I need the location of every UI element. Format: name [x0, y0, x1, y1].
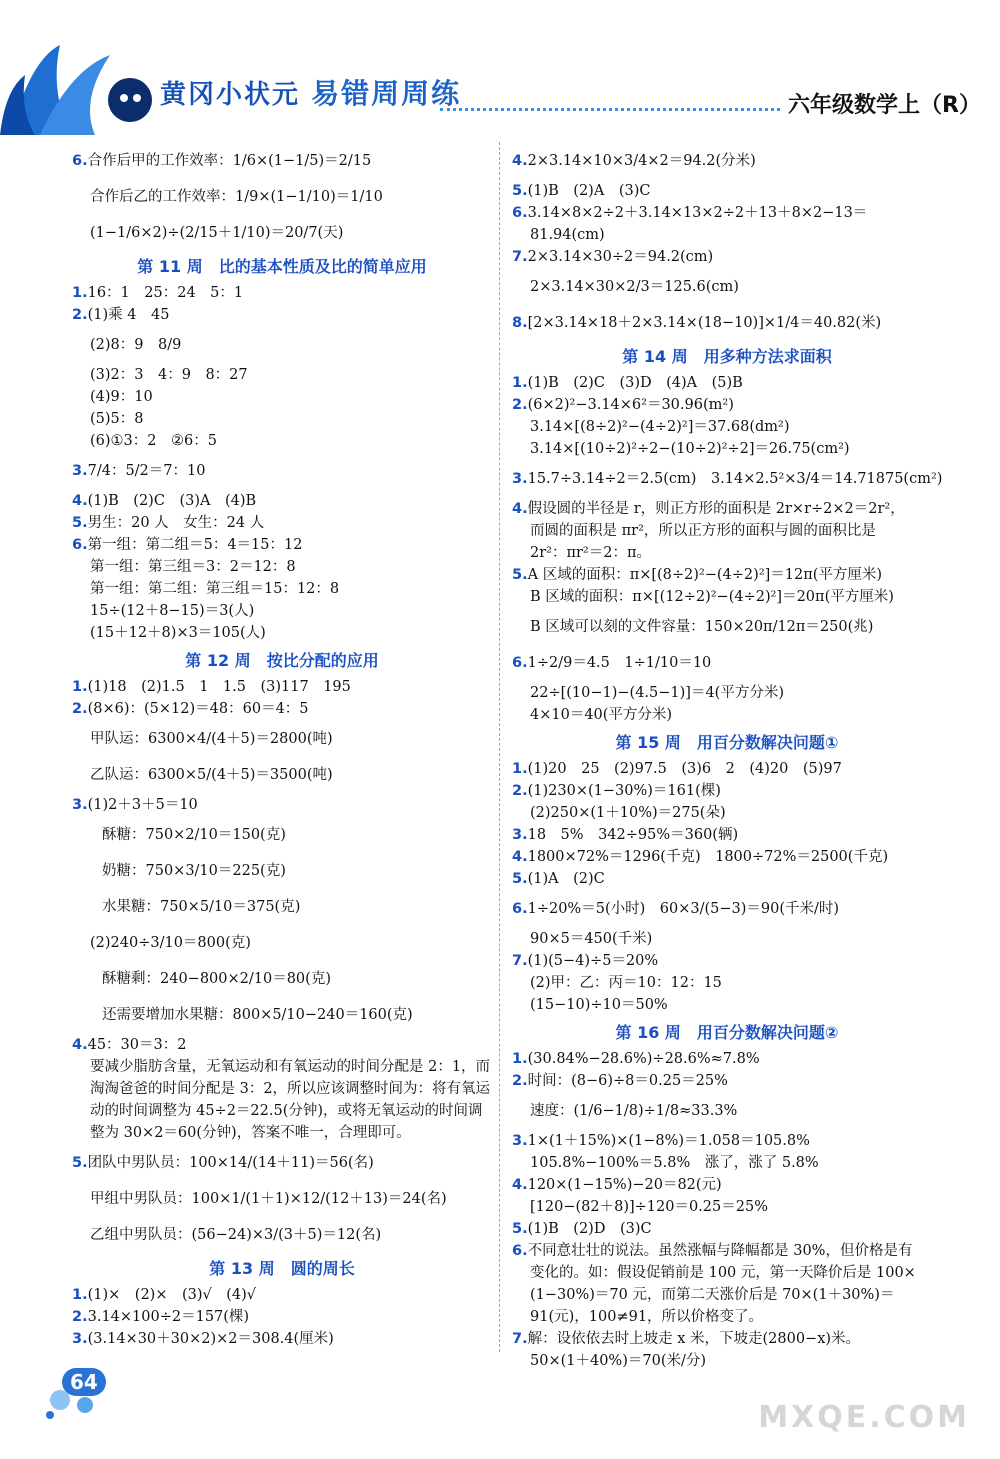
page-number: 64 — [62, 1368, 106, 1396]
answer-text: 奶糖：750×3/10＝225(克) — [102, 863, 286, 879]
answer-line — [72, 512, 492, 534]
answer-text: (2)甲：乙：丙＝10：12：15 — [530, 975, 722, 991]
answer-text: (1)2＋3＋5＝10 — [87, 797, 198, 813]
question-number: 6. — [512, 1243, 528, 1259]
question-number: 5. — [512, 567, 528, 583]
answer-text: 动的时间调整为 45÷2＝22.5(分钟)，或将无氧运动的时间调 — [90, 1103, 483, 1119]
answer-line — [512, 202, 942, 224]
answer-text: (1)(5−4)÷5＝20% — [527, 953, 659, 969]
answer-line — [72, 1182, 492, 1216]
answer-text: 乙组中男队员：(56−24)×3/(3＋5)＝12(名) — [90, 1227, 382, 1243]
answer-line — [512, 462, 942, 496]
answer-text: 45：30＝3：2 — [87, 1037, 187, 1053]
answer-text: (1)乘 4 45 — [87, 307, 170, 323]
question-number: 3. — [72, 463, 88, 479]
answer-line — [72, 818, 492, 852]
question-number: 3. — [512, 1133, 528, 1149]
answer-line — [512, 928, 942, 950]
answer-text: 男生：20 人 女生：24 人 — [87, 515, 265, 531]
answer-text: 3.14×[(10÷2)²÷2−(10÷2)²÷2]＝26.75(cm²) — [530, 441, 850, 457]
right-column — [512, 142, 942, 1372]
answer-line — [512, 498, 942, 520]
answer-text: 酥糖剩：240−800×2/10＝80(克) — [102, 971, 331, 987]
leaf-decoration-icon — [0, 40, 180, 140]
answer-line — [72, 1056, 492, 1078]
answer-line — [512, 682, 942, 704]
question-number: 6. — [72, 153, 88, 169]
answer-line — [512, 846, 942, 868]
answer-text: 3.14×[(8÷2)²−(4÷2)²]＝37.68(dm²) — [530, 419, 790, 435]
answer-text: (8×6)：(5×12)＝48：60＝4：5 — [87, 701, 309, 717]
answer-text: 7/4：5/2＝7：10 — [87, 463, 206, 479]
answer-text: (1)× (2)× (3)√ (4)√ — [87, 1287, 257, 1303]
answer-text: (4)9：10 — [90, 389, 153, 405]
week13-answers-cont — [512, 144, 942, 340]
answer-line — [72, 454, 492, 488]
answer-text: (1−30%)＝70 元，而第二天涨价后是 70×(1＋30%)＝ — [530, 1287, 895, 1303]
answer-text: 50×(1＋40%)＝70(米/分) — [530, 1353, 707, 1369]
answer-line — [72, 180, 492, 214]
answer-line — [512, 758, 942, 780]
answer-text: (1)B (2)C (3)D (4)A (5)B — [527, 375, 743, 391]
answer-text: 假设圆的半径是 r，则正方形的面积是 2r×r÷2×2＝2r²， — [527, 501, 905, 517]
answer-line — [512, 1328, 942, 1350]
answer-text: 时间：(8−6)÷8＝0.25＝25% — [527, 1073, 728, 1089]
question-number: 8. — [512, 315, 528, 331]
answer-text: 而圆的面积是 πr²，所以正方形的面积与圆的面积比是 — [530, 523, 876, 539]
answer-text: (3.14×30＋30×2)×2＝308.4(厘米) — [87, 1331, 334, 1347]
answer-text: 15÷(12＋8−15)＝3(人) — [90, 603, 255, 619]
answer-line — [512, 586, 942, 608]
answer-line — [72, 1034, 492, 1056]
answer-line — [512, 1196, 942, 1218]
answer-line — [512, 780, 942, 802]
answer-text: (5)5：8 — [90, 411, 144, 427]
question-number: 1. — [72, 285, 88, 301]
answer-line — [72, 386, 492, 408]
answer-text: 120×(1−15%)−20＝82(元) — [527, 1177, 722, 1193]
answer-line — [512, 802, 942, 824]
header-dotted-line — [440, 100, 780, 111]
question-number: 5. — [72, 1155, 88, 1171]
answer-line — [72, 722, 492, 756]
question-number: 2. — [72, 701, 88, 717]
answer-line — [72, 282, 492, 304]
question-number: 3. — [72, 1331, 88, 1347]
question-number: 3. — [512, 827, 528, 843]
answer-line — [72, 600, 492, 622]
answer-line — [72, 622, 492, 644]
answer-text: [120−(82＋8)]÷120＝0.25＝25% — [530, 1199, 768, 1215]
section-title-week11: 第 11 周 比的基本性质及比的简单应用 — [137, 257, 427, 276]
answer-line — [72, 676, 492, 698]
answer-text: 还需要增加水果糖：800×5/10−240＝160(克) — [102, 1007, 413, 1023]
answer-line — [512, 246, 942, 268]
answer-line — [512, 394, 942, 416]
question-number: 4. — [72, 1037, 88, 1053]
answer-text: 水果糖：750×5/10＝375(克) — [102, 899, 301, 915]
question-number: 6. — [72, 537, 88, 553]
page-header — [0, 0, 1000, 140]
answer-text: (1)B (2)D (3)C — [527, 1221, 652, 1237]
answer-line — [512, 224, 942, 246]
answer-text: (1)B (2)A (3)C — [527, 183, 651, 199]
answer-line — [512, 994, 942, 1016]
answer-line — [512, 972, 942, 994]
answer-line — [512, 1284, 942, 1306]
answer-line — [72, 1284, 492, 1306]
question-number: 3. — [72, 797, 88, 813]
answer-text: 合作后甲的工作效率：1/6×(1−1/5)＝2/15 — [87, 153, 372, 169]
question-number: 5. — [72, 515, 88, 531]
answer-line — [512, 1070, 942, 1092]
answer-text: 16：1 25：24 5：1 — [87, 285, 244, 301]
answer-line — [512, 416, 942, 438]
answer-line — [72, 1146, 492, 1180]
answer-line — [512, 306, 942, 340]
answer-line — [72, 890, 492, 924]
section-title-week16: 第 16 周 用百分数解决问题② — [615, 1023, 839, 1042]
question-number: 7. — [512, 249, 528, 265]
answer-line — [512, 1262, 942, 1284]
answer-line — [512, 1048, 942, 1070]
section-title-week15: 第 15 周 用百分数解决问题① — [615, 733, 839, 752]
question-number: 1. — [72, 1287, 88, 1303]
answer-line — [72, 144, 492, 178]
question-number: 2. — [512, 783, 528, 799]
answer-text: 合作后乙的工作效率：1/9×(1−1/10)＝1/10 — [90, 189, 383, 205]
answer-line — [72, 430, 492, 452]
question-number: 4. — [512, 1177, 528, 1193]
left-column — [72, 142, 492, 1350]
week13-answers — [72, 1284, 492, 1350]
answer-text: 不同意壮壮的说法。虽然涨幅与降幅都是 30%，但价格是有 — [527, 1243, 913, 1259]
question-number: 4. — [512, 153, 528, 169]
question-number: 1. — [512, 1051, 528, 1067]
question-number: 3. — [512, 471, 528, 487]
answer-text: 第一组：第二组＝5：4＝15：12 — [87, 537, 303, 553]
answer-line — [512, 438, 942, 460]
question-number: 1. — [72, 679, 88, 695]
answer-line — [72, 962, 492, 996]
answer-text: (6)①3：2 ②6：5 — [90, 433, 217, 449]
answer-line — [512, 704, 942, 726]
answer-line — [512, 1174, 942, 1196]
answer-line — [512, 868, 942, 890]
answer-line — [512, 1094, 942, 1128]
answer-line — [512, 1152, 942, 1174]
answer-text: (2)240÷3/10＝800(克) — [90, 935, 251, 951]
answer-line — [512, 520, 942, 542]
answer-line — [72, 408, 492, 430]
week16-answers — [512, 1048, 942, 1372]
answer-line — [512, 180, 942, 202]
question-number: 5. — [512, 871, 528, 887]
question-number: 2. — [72, 307, 88, 323]
answer-line — [72, 304, 492, 326]
answer-text: (2)250×(1＋10%)＝275(朵) — [530, 805, 726, 821]
answer-text: 2×3.14×10×3/4×2＝94.2(分米) — [527, 153, 756, 169]
answer-text: 淘淘爸爸的时间分配是 3：2，所以应该调整时间为：将有氧运 — [90, 1081, 491, 1097]
week10-tail — [72, 144, 492, 250]
question-number: 4. — [512, 849, 528, 865]
column-divider — [499, 142, 500, 1352]
answer-line — [512, 1218, 942, 1240]
answer-text: (30.84%−28.6%)÷28.6%≈7.8% — [527, 1051, 760, 1067]
week14-answers — [512, 372, 942, 726]
brand-part-1: 黄冈小状元 — [160, 80, 301, 110]
question-number: 6. — [512, 901, 528, 917]
answer-line — [72, 1100, 492, 1122]
answer-text: (15＋12＋8)×3＝105(人) — [90, 625, 266, 641]
answer-text: 18 5% 342÷95%＝360(辆) — [527, 827, 739, 843]
question-number: 4. — [72, 493, 88, 509]
question-number: 5. — [512, 1221, 528, 1237]
brand-part-2: 易错周周练 — [311, 77, 462, 110]
answer-line — [72, 1218, 492, 1252]
answer-text: 22÷[(10−1)−(4.5−1)]＝4(平方分米) — [530, 685, 784, 701]
week15-answers — [512, 758, 942, 1016]
answer-text: (3)2：3 4：9 8：27 — [90, 367, 248, 383]
answer-text: 整为 30×2＝60(分钟)，答案不唯一，合理即可。 — [90, 1125, 411, 1141]
answer-text: 甲组中男队员：100×1/(1＋1)×12/(12＋13)＝24(名) — [90, 1191, 447, 1207]
section-title-week12: 第 12 周 按比分配的应用 — [185, 651, 379, 670]
answer-line — [512, 372, 942, 394]
answer-text: 90×5＝450(千米) — [530, 931, 653, 947]
answer-line — [72, 1122, 492, 1144]
answer-line — [512, 610, 942, 644]
answer-line — [72, 578, 492, 600]
question-number: 2. — [72, 1309, 88, 1325]
section-title-week14: 第 14 周 用多种方法求面积 — [622, 347, 832, 366]
answer-line — [72, 1306, 492, 1328]
question-number: 5. — [512, 183, 528, 199]
answer-text: (1)230×(1−30%)＝161(棵) — [527, 783, 721, 799]
section-title-week13: 第 13 周 圆的周长 — [209, 1259, 355, 1278]
answer-line — [72, 998, 492, 1032]
grade-label: 六年级数学上（R） — [788, 93, 981, 118]
answer-line — [512, 892, 942, 926]
answer-text: 2×3.14×30×2/3＝125.6(cm) — [530, 279, 739, 295]
answer-text: 2r²：πr²＝2：π。 — [530, 545, 651, 561]
week11-answers — [72, 282, 492, 644]
question-number: 2. — [512, 397, 528, 413]
answer-line — [512, 564, 942, 586]
answer-line — [72, 534, 492, 556]
question-number: 6. — [512, 205, 528, 221]
answer-text: (1−1/6×2)÷(2/15＋1/10)＝20/7(天) — [90, 225, 344, 241]
answer-line — [72, 328, 492, 362]
answer-text: 1×(1＋15%)×(1−8%)＝1.058＝105.8% — [527, 1133, 810, 1149]
question-number: 6. — [512, 655, 528, 671]
question-number: 1. — [512, 761, 528, 777]
question-number: 7. — [512, 953, 528, 969]
answer-text: 105.8%−100%＝5.8% 涨了，涨了 5.8% — [530, 1155, 819, 1171]
answer-text: 第一组：第三组＝3：2＝12：8 — [90, 559, 296, 575]
answer-text: (1)A (2)C — [527, 871, 605, 887]
watermark: MXQE.COM — [758, 1400, 970, 1435]
answer-line — [72, 698, 492, 720]
answer-text: 第一组：第二组：第三组＝15：12：8 — [90, 581, 340, 597]
answer-line — [72, 216, 492, 250]
answer-line — [72, 490, 492, 512]
answer-text: 要减少脂肪含量，无氧运动和有氧运动的时间分配是 2：1，而 — [90, 1059, 491, 1075]
question-number: 1. — [512, 375, 528, 391]
answer-text: 3.14×8×2÷2＋3.14×13×2÷2＋13＋8×2−13＝ — [527, 205, 868, 221]
answer-text: B 区域可以刻的文件容量：150×20π/12π＝250(兆) — [530, 619, 874, 635]
answer-text: 4×10＝40(平方分米) — [530, 707, 673, 723]
answer-line — [512, 646, 942, 680]
answer-line — [72, 926, 492, 960]
answer-line — [72, 1078, 492, 1100]
question-number: 4. — [512, 501, 528, 517]
answer-text: 甲队运：6300×4/(4＋5)＝2800(吨) — [90, 731, 333, 747]
question-number: 7. — [512, 1331, 528, 1347]
answer-line — [72, 854, 492, 888]
answer-text: (1)20 25 (2)97.5 (3)6 2 (4)20 (5)97 — [527, 761, 842, 777]
answer-line — [72, 794, 492, 816]
answer-line — [512, 1240, 942, 1262]
answer-text: 1÷20%＝5(小时) 60×3/(5−3)＝90(千米/时) — [527, 901, 840, 917]
answer-text: (15−10)÷10＝50% — [530, 997, 668, 1013]
answer-text: 1÷2/9＝4.5 1÷1/10＝10 — [527, 655, 712, 671]
question-number: 2. — [512, 1073, 528, 1089]
answer-text: 81.94(cm) — [530, 227, 605, 243]
answer-text: 乙队运：6300×5/(4＋5)＝3500(吨) — [90, 767, 333, 783]
answer-text: 变化的。如：假设促销前是 100 元，第一天降价后是 100× — [530, 1265, 916, 1281]
answer-text: 速度：(1/6−1/8)÷1/8≈33.3% — [530, 1103, 738, 1119]
answer-line — [72, 758, 492, 792]
answer-line — [512, 824, 942, 846]
answer-text: 3.14×100÷2＝157(棵) — [87, 1309, 250, 1325]
answer-text: 15.7÷3.14÷2＝2.5(cm) 3.14×2.5²×3/4＝14.71875(cm²) — [527, 471, 943, 487]
brand-title — [160, 72, 461, 112]
answer-text: (6×2)²−3.14×6²＝30.96(m²) — [527, 397, 734, 413]
answer-text: [2×3.14×18＋2×3.14×(18−10)]×1/4＝40.82(米) — [527, 315, 882, 331]
answer-line — [512, 950, 942, 972]
answer-text: 团队中男队员：100×14/(14＋11)＝56(名) — [87, 1155, 374, 1171]
answer-line — [72, 1328, 492, 1350]
answer-text: A 区域的面积：π×[(8÷2)²−(4÷2)²]＝12π(平方厘米) — [527, 567, 883, 583]
answer-line — [72, 556, 492, 578]
answer-line — [512, 1306, 942, 1328]
answer-text: 解：设依依去时上坡走 x 米，下坡走(2800−x)米。 — [527, 1331, 861, 1347]
answer-text: 酥糖：750×2/10＝150(克) — [102, 827, 286, 843]
answer-line — [512, 144, 942, 178]
week12-answers — [72, 676, 492, 1252]
answer-text: (1)B (2)C (3)A (4)B — [87, 493, 257, 509]
answer-line — [72, 364, 492, 386]
answer-text: 1800×72%＝1296(千克) 1800÷72%＝2500(千克) — [527, 849, 889, 865]
answer-line — [512, 1130, 942, 1152]
answer-text: B 区域的面积：π×[(12÷2)²−(4÷2)²]＝20π(平方厘米) — [530, 589, 894, 605]
answer-line — [512, 270, 942, 304]
answer-line — [512, 1350, 942, 1372]
answer-text: 91(元)，100≠91，所以价格变了。 — [530, 1309, 764, 1325]
answer-text: 2×3.14×30÷2＝94.2(cm) — [527, 249, 714, 265]
answer-line — [512, 542, 942, 564]
answer-text: (2)8：9 8/9 — [90, 337, 182, 353]
answer-text: (1)18 (2)1.5 1 1.5 (3)117 195 — [87, 679, 351, 695]
